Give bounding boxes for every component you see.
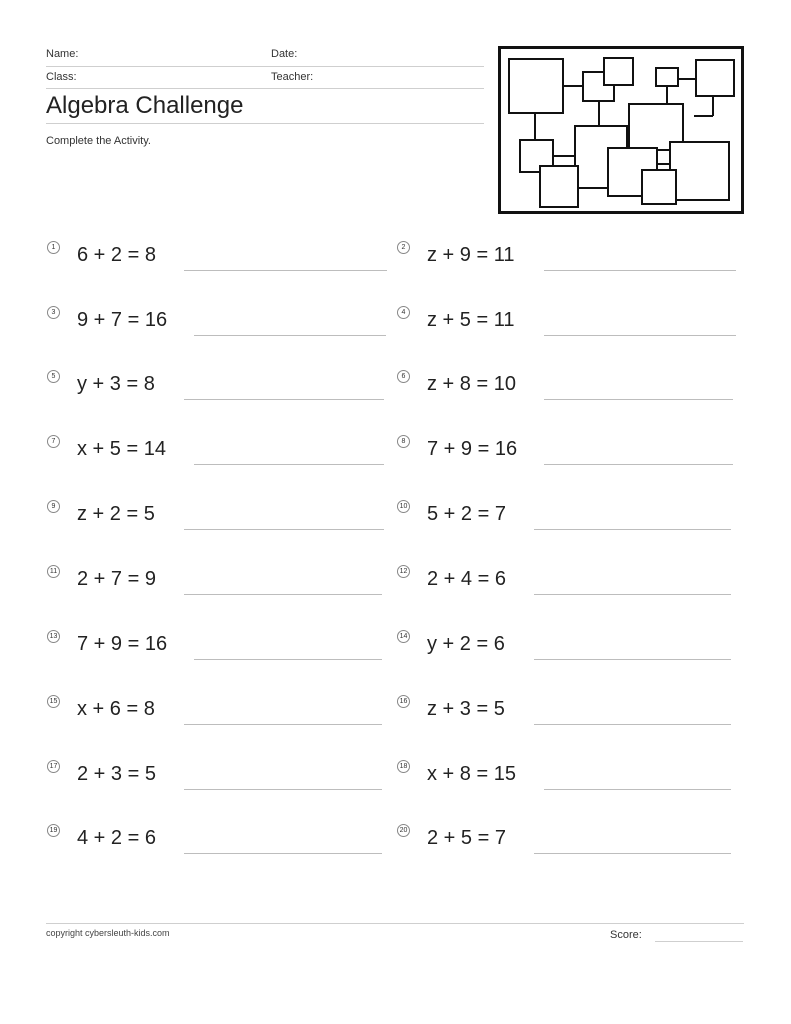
problem-equation: 4 + 2 = 6 <box>77 827 156 849</box>
problem-equation: 2 + 3 = 5 <box>77 763 156 785</box>
problem-equation: 5 + 2 = 7 <box>427 503 506 525</box>
copyright-text: copyright cybersleuth-kids.com <box>46 928 170 938</box>
problem-11 <box>47 565 387 595</box>
problem-3 <box>47 306 387 336</box>
instructions: Complete the Activity. <box>46 135 151 147</box>
problem-equation: z + 2 = 5 <box>77 503 155 525</box>
problem-number: 18 <box>397 760 410 773</box>
answer-line[interactable] <box>184 399 384 400</box>
problem-number: 1 <box>47 241 60 254</box>
score-line[interactable] <box>655 941 743 942</box>
problem-number: 14 <box>397 630 410 643</box>
answer-line[interactable] <box>534 659 731 660</box>
problem-6 <box>397 370 737 400</box>
answer-line[interactable] <box>194 659 382 660</box>
problem-equation: x + 5 = 14 <box>77 438 166 460</box>
problem-number: 12 <box>397 565 410 578</box>
problem-number: 6 <box>397 370 410 383</box>
problem-equation: y + 2 = 6 <box>427 633 505 655</box>
title-underline <box>46 123 484 124</box>
problem-equation: 2 + 5 = 7 <box>427 827 506 849</box>
answer-line[interactable] <box>194 464 384 465</box>
problem-number: 3 <box>47 306 60 319</box>
answer-line[interactable] <box>544 335 736 336</box>
class-teacher-line <box>46 88 484 89</box>
problem-number: 19 <box>47 824 60 837</box>
date-label: Date: <box>271 48 298 60</box>
squares-puzzle-image <box>498 46 744 214</box>
problem-20 <box>397 824 737 854</box>
answer-line[interactable] <box>534 529 731 530</box>
class-label: Class: <box>46 71 77 83</box>
problem-number: 5 <box>47 370 60 383</box>
problem-equation: 2 + 4 = 6 <box>427 568 506 590</box>
name-label: Name: <box>46 48 79 60</box>
problem-equation: 6 + 2 = 8 <box>77 244 156 266</box>
score-label: Score: <box>610 929 642 941</box>
answer-line[interactable] <box>544 464 733 465</box>
problem-number: 16 <box>397 695 410 708</box>
answer-line[interactable] <box>534 853 731 854</box>
problem-equation: z + 3 = 5 <box>427 698 505 720</box>
problem-equation: z + 9 = 11 <box>427 244 515 266</box>
problem-equation: x + 6 = 8 <box>77 698 155 720</box>
answer-line[interactable] <box>184 529 384 530</box>
problem-17 <box>47 760 387 790</box>
teacher-label: Teacher: <box>271 71 314 83</box>
problem-9 <box>47 500 387 530</box>
problem-12 <box>397 565 737 595</box>
problem-18 <box>397 760 737 790</box>
problem-equation: 7 + 9 = 16 <box>77 633 168 655</box>
answer-line[interactable] <box>544 270 736 271</box>
problem-number: 9 <box>47 500 60 513</box>
answer-line[interactable] <box>194 335 386 336</box>
problem-number: 20 <box>397 824 410 837</box>
problem-number: 2 <box>397 241 410 254</box>
problem-number: 11 <box>47 565 60 578</box>
problem-15 <box>47 695 387 725</box>
problem-4 <box>397 306 737 336</box>
answer-line[interactable] <box>184 270 387 271</box>
problem-14 <box>397 630 737 660</box>
answer-line[interactable] <box>534 594 731 595</box>
problem-10 <box>397 500 737 530</box>
problem-equation: x + 8 = 15 <box>427 763 516 785</box>
answer-line[interactable] <box>544 399 733 400</box>
problem-equation: z + 5 = 11 <box>427 309 515 331</box>
answer-line[interactable] <box>534 724 731 725</box>
problem-number: 15 <box>47 695 60 708</box>
problem-2 <box>397 241 737 271</box>
problem-equation: 9 + 7 = 16 <box>77 309 168 331</box>
problem-13 <box>47 630 387 660</box>
answer-line[interactable] <box>544 789 731 790</box>
page-title: Algebra Challenge <box>46 92 244 119</box>
problem-number: 4 <box>397 306 410 319</box>
answer-line[interactable] <box>184 724 382 725</box>
problem-equation: z + 8 = 10 <box>427 373 516 395</box>
problem-16 <box>397 695 737 725</box>
problem-equation: 2 + 7 = 9 <box>77 568 156 590</box>
problem-1 <box>47 241 387 271</box>
answer-line[interactable] <box>184 789 382 790</box>
problem-7 <box>47 435 387 465</box>
problem-number: 17 <box>47 760 60 773</box>
problem-19 <box>47 824 387 854</box>
problem-number: 13 <box>47 630 60 643</box>
footer-divider <box>46 923 744 924</box>
problem-number: 8 <box>397 435 410 448</box>
problem-equation: y + 3 = 8 <box>77 373 155 395</box>
answer-line[interactable] <box>184 853 382 854</box>
problem-8 <box>397 435 737 465</box>
problem-5 <box>47 370 387 400</box>
name-date-line <box>46 66 484 67</box>
answer-line[interactable] <box>184 594 382 595</box>
problem-number: 10 <box>397 500 410 513</box>
problem-equation: 7 + 9 = 16 <box>427 438 518 460</box>
problem-number: 7 <box>47 435 60 448</box>
